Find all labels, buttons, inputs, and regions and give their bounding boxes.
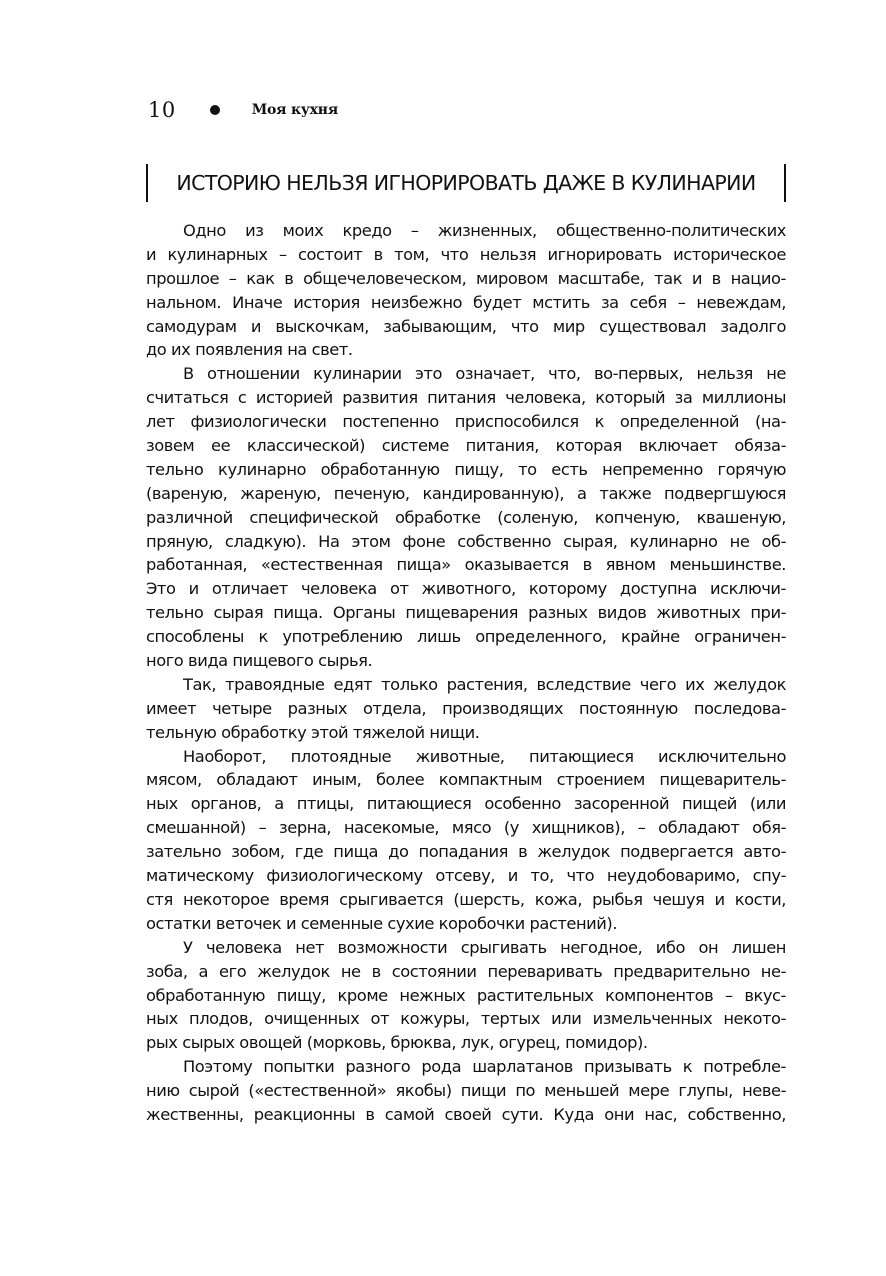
paragraph-5-line: обработанную пищу, кроме нежных растительных компонентов – вкус- xyxy=(146,985,786,1005)
paragraph-2-line: лет физиологически постепенно приспособился к определенной (на- xyxy=(146,412,786,432)
body-text xyxy=(146,219,786,1127)
paragraph-1-line: нальном. Иначе история неизбежно будет мстить за себя – невеждам, xyxy=(146,292,786,312)
paragraph-4-line: мясом, обладают иным, более компактным строением пищеваритель- xyxy=(146,770,786,790)
paragraph-5-line: рых сырых овощей (морковь, брюква, лук, огурец, помидор). xyxy=(146,1033,648,1053)
paragraph-2-line: считаться с историей развития питания человека, который за миллионы xyxy=(146,388,786,408)
paragraph-3-line: тельную обработку этой тяжелой нищи. xyxy=(146,722,480,742)
paragraph-2-line: тельно кулинарно обработанную пищу, то есть непременно горячую xyxy=(146,459,786,479)
page-number: 10 xyxy=(148,98,176,122)
paragraph-1-line: Одно из моих кредо – жизненных, общественно-политических xyxy=(183,221,786,240)
paragraph-4-line: ных органов, а птицы, питающиеся особенно засоренной пищей (или xyxy=(146,794,786,814)
paragraph-4-line: остатки веточек и семенные сухие коробочки растений). xyxy=(146,913,618,933)
paragraph-2-line: способлены к употреблению лишь определенного, крайне ограничен- xyxy=(146,627,786,647)
paragraph-1-line: самодурам и выскочкам, забывающим, что мир существовал задолго xyxy=(146,316,786,336)
running-head xyxy=(148,96,338,124)
paragraph-2-line: Это и отличает человека от животного, которому доступна исключи- xyxy=(146,579,786,599)
paragraph-5-line: зоба, а его желудок не в состоянии переваривать предварительно не- xyxy=(146,961,786,981)
paragraph-4-line: смешанной) – зерна, насекомые, мясо (у хищников), – обладают обя- xyxy=(146,818,786,838)
paragraph-2-line: пряную, сладкую). На этом фоне собственно сырая, кулинарно не об- xyxy=(146,531,786,551)
paragraph-3-line: Так, травоядные едят только растения, вследствие чего их желудок xyxy=(183,674,786,694)
paragraph-3-line: имеет четыре разных отдела, производящих постоянную последова- xyxy=(146,698,786,718)
paragraph-1-line: прошлое – как в общечеловеческом, мировом масштабе, так и в нацио- xyxy=(146,268,786,288)
paragraph-6-line: нию сырой («естественной» якобы) пищи по меньшей мере глупы, неве- xyxy=(146,1081,786,1101)
heading-right-rule xyxy=(784,164,786,202)
paragraph-2-line: работанная, «естественная пища» оказывается в явном меньшинстве. xyxy=(146,555,786,575)
book-title: Моя кухня xyxy=(251,102,338,118)
paragraph-2-line: зовем ее классической) системе питания, которая включает обяза- xyxy=(146,436,786,456)
paragraph-4-line: Наоборот, плотоядные животные, питающиеся исключительно xyxy=(183,746,786,766)
paragraph-1-line: и кулинарных – состоит в том, что нельзя игнорировать историческое xyxy=(146,244,786,264)
paragraph-2-line: (вареную, жареную, печеную, кандированную), а также подвергшуюся xyxy=(146,483,786,503)
paragraph-5-line: ных плодов, очищенных от кожуры, тертых или измельченных некото- xyxy=(146,1009,786,1029)
paragraph-4-line: матическому физиологическому отсеву, и то, что неудобоваримо, спу- xyxy=(146,866,786,886)
paragraph-2-line: В отношении кулинарии это означает, что, во-первых, нельзя не xyxy=(183,364,786,384)
paragraph-2-line: тельно сырая пища. Органы пищеварения разных видов животных при- xyxy=(146,603,786,623)
paragraph-1-line: до их появления на свет. xyxy=(146,340,353,360)
paragraph-4-line: стя некоторое время срыгивается (шерсть, кожа, рыбья чешуя и кости, xyxy=(146,889,786,909)
paragraph-2-line: ного вида пищевого сырья. xyxy=(146,651,373,671)
section-heading-text: ИСТОРИЮ НЕЛЬЗЯ ИГНОРИРОВАТЬ ДАЖЕ В КУЛИНАРИИ xyxy=(176,171,756,195)
paragraph-6-line: жественны, реакционны в самой своей сути. Куда они нас, собственно, xyxy=(146,1104,786,1124)
paragraph-2-line: различной специфической обработке (соленую, копченую, квашеную, xyxy=(146,507,786,527)
paragraph-4-line: зательно зобом, где пища до попадания в желудок подвергается авто- xyxy=(146,842,786,862)
section-heading xyxy=(146,164,786,202)
paragraph-5-line: У человека нет возможности срыгивать негодное, ибо он лишен xyxy=(183,937,786,957)
bullet-separator-icon xyxy=(210,105,220,115)
paragraph-6-line: Поэтому попытки разного рода шарлатанов призывать к потребле- xyxy=(183,1057,786,1077)
